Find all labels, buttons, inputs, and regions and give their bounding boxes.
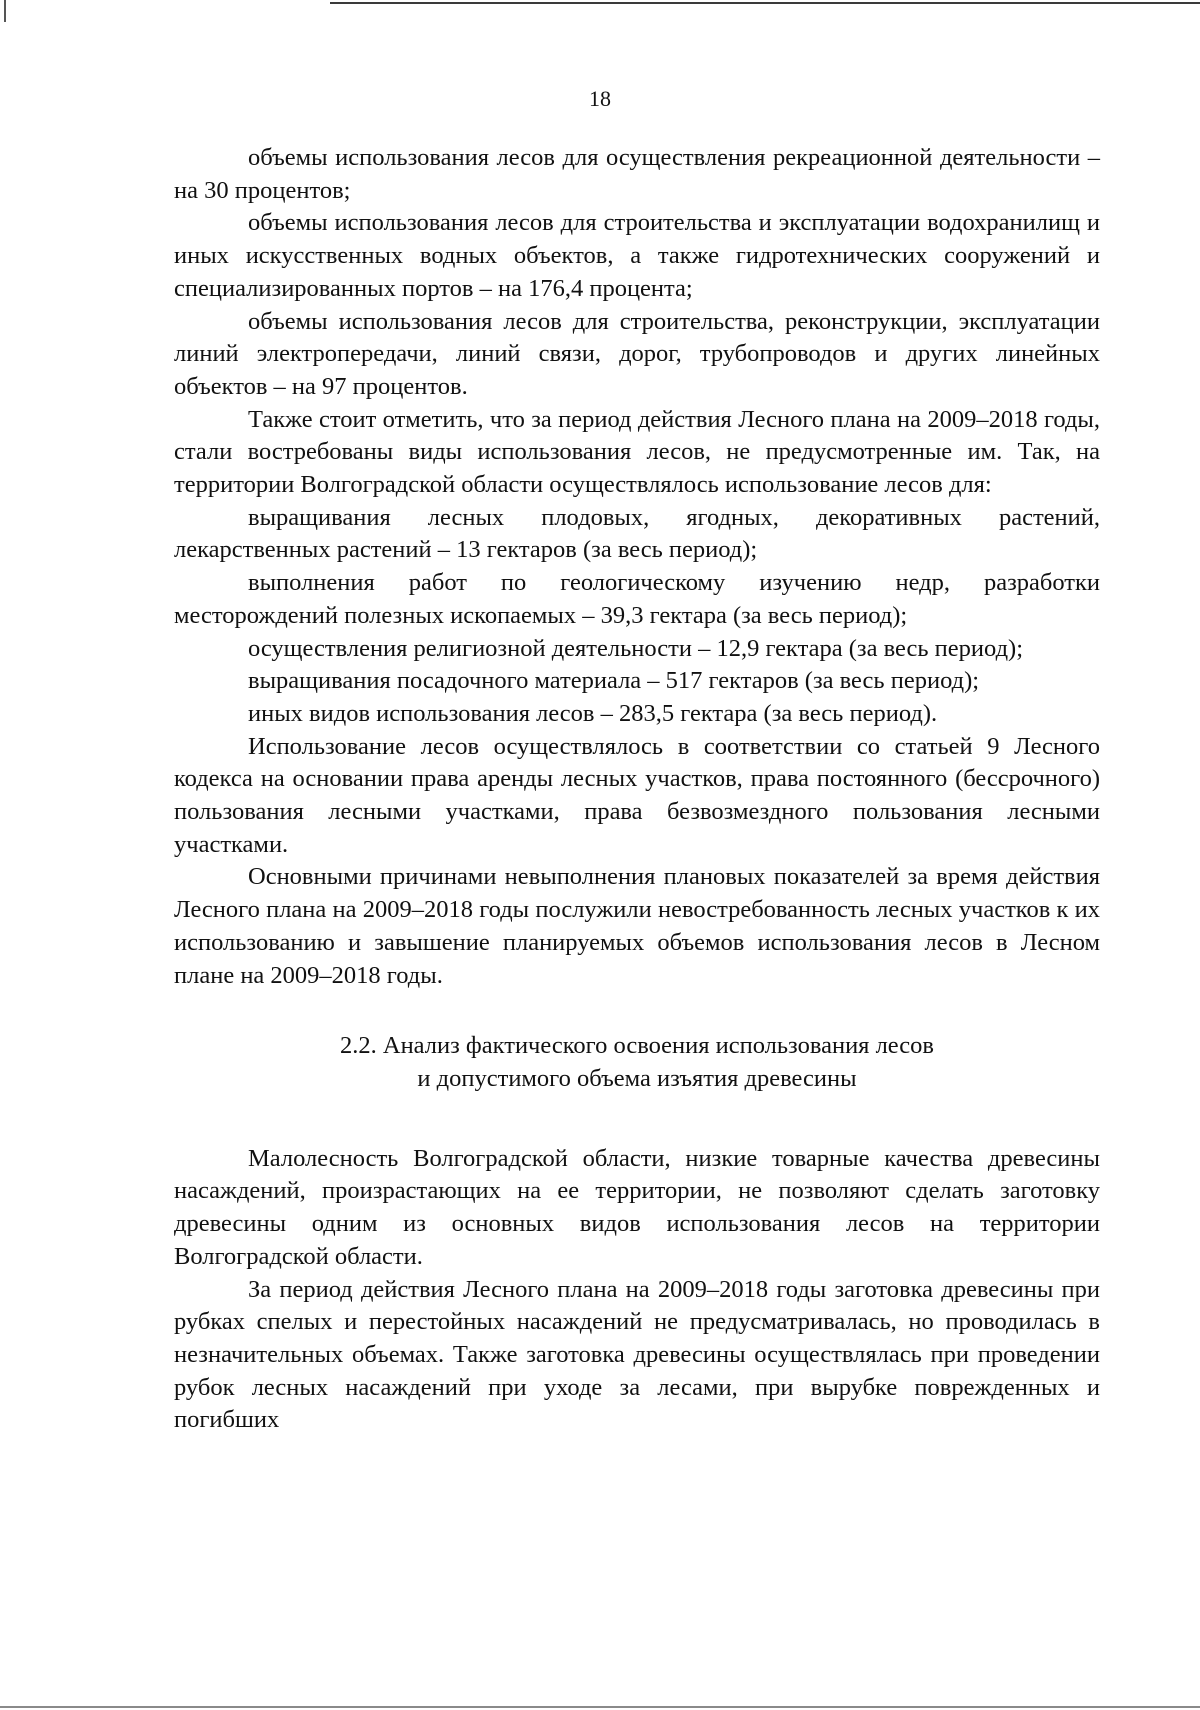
paragraph-new-uses: Также стоит отметить, что за период действия Лесного плана на 2009–2018 годы, стали востребованы виды использования лесов, не предусмотренные им. Так, на территории Волгоградской области осуществлялось использование лесов для: [174, 405, 1100, 499]
paragraph-linear-objects: объемы использования лесов для строительства, реконструкции, эксплуатации линий электропередачи, линий связи, дорог, трубопроводов и других линейных объектов – на 97 процентов. [174, 307, 1100, 400]
paragraph-geology: выполнения работ по геологическому изучению недр, разработки месторождений полезных ископаемых – 39,3 гектара (за весь период); [174, 569, 1100, 629]
paragraph-religion: осуществления религиозной деятельности – 12,9 гектара (за весь период); [248, 634, 1024, 662]
paragraph-seedlings: выращивания посадочного материала – 517 гектаров (за весь период); [248, 667, 980, 695]
section-heading [174, 1030, 1100, 1095]
section-heading-line-1: 2.2. Анализ фактического освоения использования лесов [340, 1032, 934, 1060]
paragraph-recreation: объемы использования лесов для осуществления рекреационной деятельности – на 30 процентов; [174, 144, 1100, 204]
paragraph-legal-basis: Использование лесов осуществлялось в соответствии со статьей 9 Лесного кодекса на основании права аренды лесных участков, права постоянного (бессрочного) пользования лесными участками, права безвозмездного пользования лесными участками. [174, 732, 1100, 858]
paragraph-reasons: Основными причинами невыполнения плановых показателей за время действия Лесного плана на 2009–2018 годы послужили невостребованность лесных участков к их использованию и завышение планируемых объемов использования лесов в Лесном плане на 2009–2018 годы. [174, 863, 1100, 989]
scan-bottom-border [0, 1706, 1200, 1708]
section-heading-line-2: и допустимого объема изъятия древесины [417, 1064, 857, 1092]
paragraph-other-uses: иных видов использования лесов – 283,5 гектара (за весь период). [248, 699, 938, 727]
paragraph-reservoirs: объемы использования лесов для строительства и эксплуатации водохранилищ и иных искусственных водных объектов, а также гидротехнических сооружений и специализированных портов – на 176,4 процента; [174, 209, 1100, 302]
paragraph-plants: выращивания лесных плодовых, ягодных, декоративных растений, лекарственных растений – 13 гектаров (за весь период); [174, 503, 1100, 564]
document-body [174, 142, 1100, 1437]
scan-top-border [330, 2, 1200, 4]
scan-left-mark [4, 0, 6, 22]
paragraph-harvesting: За период действия Лесного плана на 2009–2018 годы заготовка древесины при рубках спелых и перестойных насаждений не предусматривалась, но проводилась в незначительных объемах. Также заготовка древесины осуществлялась при проведении рубок лесных насаждений при уходе за лесами, при вырубке поврежденных и погибших [174, 1275, 1100, 1434]
page-number: 18 [589, 86, 611, 111]
paragraph-low-forest-cover: Малолесность Волгоградской области, низкие товарные качества древесины насаждений, произрастающих на ее территории, не позволяют сделать заготовку древесины одним из основных видов использования лесов на территории Волгоградской области. [174, 1144, 1100, 1270]
